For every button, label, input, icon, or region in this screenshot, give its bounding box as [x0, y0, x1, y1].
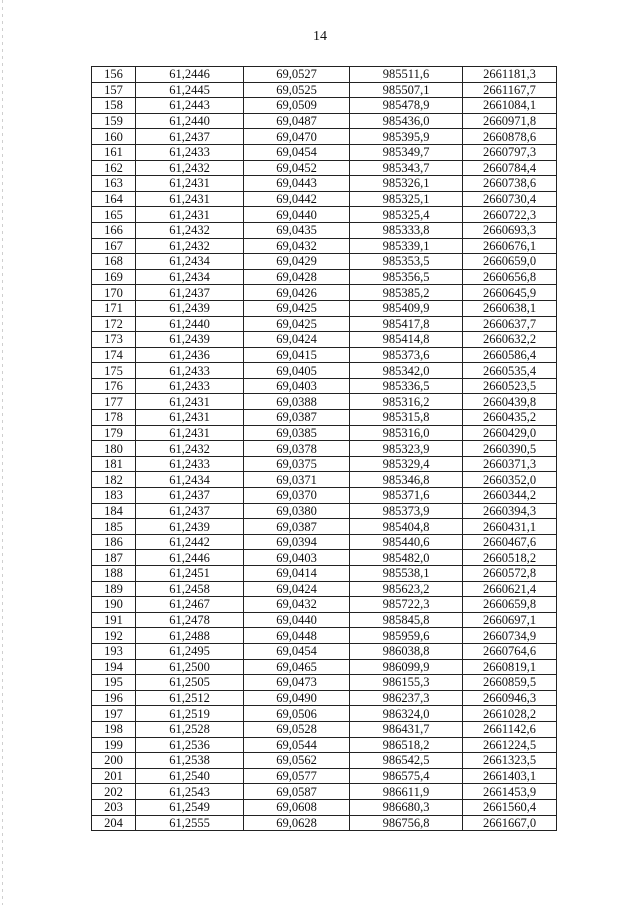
x-coordinate-cell: 986542,5	[350, 753, 463, 769]
point-number-cell: 178	[92, 410, 136, 426]
point-number-cell: 197	[92, 706, 136, 722]
latitude-cell: 61,2437	[136, 285, 244, 301]
point-number-cell: 181	[92, 456, 136, 472]
longitude-cell: 69,0509	[244, 98, 350, 114]
point-number-cell: 165	[92, 207, 136, 223]
longitude-cell: 69,0525	[244, 82, 350, 98]
y-coordinate-cell: 2660878,6	[463, 129, 557, 145]
latitude-cell: 61,2437	[136, 129, 244, 145]
y-coordinate-cell: 2661142,6	[463, 721, 557, 737]
latitude-cell: 61,2549	[136, 799, 244, 815]
y-coordinate-cell: 2660693,3	[463, 222, 557, 238]
longitude-cell: 69,0424	[244, 332, 350, 348]
latitude-cell: 61,2431	[136, 176, 244, 192]
table-row	[92, 628, 557, 644]
y-coordinate-cell: 2660722,3	[463, 207, 557, 223]
x-coordinate-cell: 985371,6	[350, 488, 463, 504]
x-coordinate-cell: 986611,9	[350, 784, 463, 800]
table-row	[92, 285, 557, 301]
y-coordinate-cell: 2660971,8	[463, 113, 557, 129]
y-coordinate-cell: 2660632,2	[463, 332, 557, 348]
table-row	[92, 160, 557, 176]
x-coordinate-cell: 985333,8	[350, 222, 463, 238]
longitude-cell: 69,0424	[244, 581, 350, 597]
point-number-cell: 158	[92, 98, 136, 114]
x-coordinate-cell: 985373,9	[350, 503, 463, 519]
latitude-cell: 61,2432	[136, 238, 244, 254]
point-number-cell: 191	[92, 612, 136, 628]
y-coordinate-cell: 2660797,3	[463, 144, 557, 160]
point-number-cell: 195	[92, 675, 136, 691]
x-coordinate-cell: 986038,8	[350, 643, 463, 659]
longitude-cell: 69,0378	[244, 441, 350, 457]
x-coordinate-cell: 986680,3	[350, 799, 463, 815]
y-coordinate-cell: 2661323,5	[463, 753, 557, 769]
table-row	[92, 566, 557, 582]
table-row	[92, 488, 557, 504]
point-number-cell: 157	[92, 82, 136, 98]
longitude-cell: 69,0414	[244, 566, 350, 582]
y-coordinate-cell: 2660429,0	[463, 425, 557, 441]
x-coordinate-cell: 985373,6	[350, 347, 463, 363]
longitude-cell: 69,0587	[244, 784, 350, 800]
longitude-cell: 69,0435	[244, 222, 350, 238]
y-coordinate-cell: 2660697,1	[463, 612, 557, 628]
table-row	[92, 67, 557, 83]
latitude-cell: 61,2433	[136, 378, 244, 394]
longitude-cell: 69,0454	[244, 643, 350, 659]
longitude-cell: 69,0425	[244, 316, 350, 332]
point-number-cell: 177	[92, 394, 136, 410]
point-number-cell: 193	[92, 643, 136, 659]
latitude-cell: 61,2431	[136, 191, 244, 207]
x-coordinate-cell: 985315,8	[350, 410, 463, 426]
latitude-cell: 61,2437	[136, 488, 244, 504]
page-number: 14	[313, 29, 327, 44]
point-number-cell: 196	[92, 690, 136, 706]
x-coordinate-cell: 985440,6	[350, 534, 463, 550]
y-coordinate-cell: 2660659,8	[463, 597, 557, 613]
latitude-cell: 61,2431	[136, 425, 244, 441]
x-coordinate-cell: 985507,1	[350, 82, 463, 98]
longitude-cell: 69,0432	[244, 597, 350, 613]
longitude-cell: 69,0487	[244, 113, 350, 129]
y-coordinate-cell: 2661403,1	[463, 768, 557, 784]
point-number-cell: 171	[92, 300, 136, 316]
latitude-cell: 61,2440	[136, 113, 244, 129]
table-row	[92, 612, 557, 628]
longitude-cell: 69,0426	[244, 285, 350, 301]
longitude-cell: 69,0443	[244, 176, 350, 192]
x-coordinate-cell: 985722,3	[350, 597, 463, 613]
longitude-cell: 69,0448	[244, 628, 350, 644]
y-coordinate-cell: 2660645,9	[463, 285, 557, 301]
point-number-cell: 176	[92, 378, 136, 394]
table-row	[92, 410, 557, 426]
x-coordinate-cell: 986155,3	[350, 675, 463, 691]
y-coordinate-cell: 2660518,2	[463, 550, 557, 566]
table-row	[92, 534, 557, 550]
longitude-cell: 69,0387	[244, 410, 350, 426]
point-number-cell: 182	[92, 472, 136, 488]
table-row	[92, 519, 557, 535]
latitude-cell: 61,2500	[136, 659, 244, 675]
x-coordinate-cell: 985353,5	[350, 254, 463, 270]
longitude-cell: 69,0387	[244, 519, 350, 535]
table-row	[92, 721, 557, 737]
point-number-cell: 172	[92, 316, 136, 332]
x-coordinate-cell: 986575,4	[350, 768, 463, 784]
longitude-cell: 69,0432	[244, 238, 350, 254]
point-number-cell: 185	[92, 519, 136, 535]
latitude-cell: 61,2431	[136, 207, 244, 223]
table-row	[92, 675, 557, 691]
page-edge-shadow	[2, 0, 3, 905]
latitude-cell: 61,2434	[136, 269, 244, 285]
longitude-cell: 69,0562	[244, 753, 350, 769]
latitude-cell: 61,2536	[136, 737, 244, 753]
table-row	[92, 332, 557, 348]
point-number-cell: 203	[92, 799, 136, 815]
longitude-cell: 69,0440	[244, 207, 350, 223]
point-number-cell: 200	[92, 753, 136, 769]
x-coordinate-cell: 985349,7	[350, 144, 463, 160]
x-coordinate-cell: 985325,1	[350, 191, 463, 207]
x-coordinate-cell: 985845,8	[350, 612, 463, 628]
point-number-cell: 175	[92, 363, 136, 379]
x-coordinate-cell: 985959,6	[350, 628, 463, 644]
x-coordinate-cell: 985342,0	[350, 363, 463, 379]
table-row	[92, 690, 557, 706]
table-row	[92, 222, 557, 238]
x-coordinate-cell: 985482,0	[350, 550, 463, 566]
latitude-cell: 61,2432	[136, 160, 244, 176]
latitude-cell: 61,2555	[136, 815, 244, 831]
latitude-cell: 61,2538	[136, 753, 244, 769]
table-row	[92, 737, 557, 753]
point-number-cell: 164	[92, 191, 136, 207]
x-coordinate-cell: 986324,0	[350, 706, 463, 722]
longitude-cell: 69,0490	[244, 690, 350, 706]
y-coordinate-cell: 2661181,3	[463, 67, 557, 83]
latitude-cell: 61,2433	[136, 144, 244, 160]
y-coordinate-cell: 2661667,0	[463, 815, 557, 831]
table-row	[92, 347, 557, 363]
longitude-cell: 69,0429	[244, 254, 350, 270]
coordinates-table	[91, 66, 557, 831]
latitude-cell: 61,2505	[136, 675, 244, 691]
y-coordinate-cell: 2660656,8	[463, 269, 557, 285]
table-row	[92, 581, 557, 597]
latitude-cell: 61,2446	[136, 67, 244, 83]
y-coordinate-cell: 2661167,7	[463, 82, 557, 98]
latitude-cell: 61,2431	[136, 410, 244, 426]
longitude-cell: 69,0544	[244, 737, 350, 753]
point-number-cell: 179	[92, 425, 136, 441]
y-coordinate-cell: 2660586,4	[463, 347, 557, 363]
table-row	[92, 363, 557, 379]
table-row	[92, 503, 557, 519]
x-coordinate-cell: 986431,7	[350, 721, 463, 737]
x-coordinate-cell: 985346,8	[350, 472, 463, 488]
point-number-cell: 190	[92, 597, 136, 613]
x-coordinate-cell: 985329,4	[350, 456, 463, 472]
longitude-cell: 69,0608	[244, 799, 350, 815]
table-row	[92, 597, 557, 613]
y-coordinate-cell: 2660467,6	[463, 534, 557, 550]
latitude-cell: 61,2540	[136, 768, 244, 784]
table-row	[92, 799, 557, 815]
longitude-cell: 69,0403	[244, 378, 350, 394]
point-number-cell: 189	[92, 581, 136, 597]
table-row	[92, 456, 557, 472]
table-row	[92, 238, 557, 254]
table-row	[92, 207, 557, 223]
y-coordinate-cell: 2660435,2	[463, 410, 557, 426]
table-row	[92, 768, 557, 784]
longitude-cell: 69,0394	[244, 534, 350, 550]
table-row	[92, 784, 557, 800]
table-row	[92, 643, 557, 659]
latitude-cell: 61,2437	[136, 503, 244, 519]
y-coordinate-cell: 2660535,4	[463, 363, 557, 379]
coordinates-table-body	[92, 67, 557, 831]
x-coordinate-cell: 985385,2	[350, 285, 463, 301]
x-coordinate-cell: 985325,4	[350, 207, 463, 223]
point-number-cell: 166	[92, 222, 136, 238]
table-row	[92, 316, 557, 332]
x-coordinate-cell: 985316,0	[350, 425, 463, 441]
y-coordinate-cell: 2660621,4	[463, 581, 557, 597]
x-coordinate-cell: 985417,8	[350, 316, 463, 332]
longitude-cell: 69,0506	[244, 706, 350, 722]
y-coordinate-cell: 2660431,1	[463, 519, 557, 535]
table-row	[92, 82, 557, 98]
point-number-cell: 186	[92, 534, 136, 550]
table-row	[92, 550, 557, 566]
y-coordinate-cell: 2660859,5	[463, 675, 557, 691]
longitude-cell: 69,0380	[244, 503, 350, 519]
latitude-cell: 61,2519	[136, 706, 244, 722]
y-coordinate-cell: 2660638,1	[463, 300, 557, 316]
longitude-cell: 69,0465	[244, 659, 350, 675]
x-coordinate-cell: 985343,7	[350, 160, 463, 176]
table-row	[92, 394, 557, 410]
table-row	[92, 113, 557, 129]
longitude-cell: 69,0415	[244, 347, 350, 363]
x-coordinate-cell: 985339,1	[350, 238, 463, 254]
table-row	[92, 191, 557, 207]
point-number-cell: 168	[92, 254, 136, 270]
table-row	[92, 815, 557, 831]
y-coordinate-cell: 2660730,4	[463, 191, 557, 207]
point-number-cell: 162	[92, 160, 136, 176]
y-coordinate-cell: 2660344,2	[463, 488, 557, 504]
point-number-cell: 160	[92, 129, 136, 145]
longitude-cell: 69,0452	[244, 160, 350, 176]
latitude-cell: 61,2433	[136, 363, 244, 379]
y-coordinate-cell: 2660676,1	[463, 238, 557, 254]
point-number-cell: 170	[92, 285, 136, 301]
y-coordinate-cell: 2660946,3	[463, 690, 557, 706]
y-coordinate-cell: 2660784,4	[463, 160, 557, 176]
point-number-cell: 187	[92, 550, 136, 566]
y-coordinate-cell: 2660390,5	[463, 441, 557, 457]
y-coordinate-cell: 2660819,1	[463, 659, 557, 675]
x-coordinate-cell: 985409,9	[350, 300, 463, 316]
point-number-cell: 183	[92, 488, 136, 504]
table-row	[92, 753, 557, 769]
x-coordinate-cell: 985395,9	[350, 129, 463, 145]
latitude-cell: 61,2512	[136, 690, 244, 706]
x-coordinate-cell: 986518,2	[350, 737, 463, 753]
longitude-cell: 69,0370	[244, 488, 350, 504]
table-row	[92, 129, 557, 145]
longitude-cell: 69,0403	[244, 550, 350, 566]
table-row	[92, 472, 557, 488]
latitude-cell: 61,2488	[136, 628, 244, 644]
x-coordinate-cell: 985436,0	[350, 113, 463, 129]
latitude-cell: 61,2446	[136, 550, 244, 566]
latitude-cell: 61,2528	[136, 721, 244, 737]
point-number-cell: 204	[92, 815, 136, 831]
longitude-cell: 69,0425	[244, 300, 350, 316]
x-coordinate-cell: 985623,2	[350, 581, 463, 597]
longitude-cell: 69,0375	[244, 456, 350, 472]
table-row	[92, 254, 557, 270]
point-number-cell: 156	[92, 67, 136, 83]
x-coordinate-cell: 985336,5	[350, 378, 463, 394]
latitude-cell: 61,2432	[136, 441, 244, 457]
latitude-cell: 61,2495	[136, 643, 244, 659]
x-coordinate-cell: 985404,8	[350, 519, 463, 535]
latitude-cell: 61,2478	[136, 612, 244, 628]
x-coordinate-cell: 985323,9	[350, 441, 463, 457]
point-number-cell: 188	[92, 566, 136, 582]
latitude-cell: 61,2433	[136, 456, 244, 472]
longitude-cell: 69,0371	[244, 472, 350, 488]
longitude-cell: 69,0385	[244, 425, 350, 441]
latitude-cell: 61,2442	[136, 534, 244, 550]
longitude-cell: 69,0442	[244, 191, 350, 207]
point-number-cell: 169	[92, 269, 136, 285]
table-row	[92, 441, 557, 457]
longitude-cell: 69,0428	[244, 269, 350, 285]
latitude-cell: 61,2443	[136, 98, 244, 114]
table-row	[92, 378, 557, 394]
y-coordinate-cell: 2661028,2	[463, 706, 557, 722]
latitude-cell: 61,2439	[136, 519, 244, 535]
latitude-cell: 61,2439	[136, 300, 244, 316]
x-coordinate-cell: 985414,8	[350, 332, 463, 348]
table-row	[92, 98, 557, 114]
longitude-cell: 69,0388	[244, 394, 350, 410]
longitude-cell: 69,0405	[244, 363, 350, 379]
y-coordinate-cell: 2660371,3	[463, 456, 557, 472]
latitude-cell: 61,2451	[136, 566, 244, 582]
y-coordinate-cell: 2660659,0	[463, 254, 557, 270]
y-coordinate-cell: 2660764,6	[463, 643, 557, 659]
point-number-cell: 163	[92, 176, 136, 192]
table-row	[92, 144, 557, 160]
y-coordinate-cell: 2660637,7	[463, 316, 557, 332]
latitude-cell: 61,2434	[136, 254, 244, 270]
table-row	[92, 176, 557, 192]
longitude-cell: 69,0473	[244, 675, 350, 691]
y-coordinate-cell: 2660439,8	[463, 394, 557, 410]
longitude-cell: 69,0577	[244, 768, 350, 784]
y-coordinate-cell: 2661560,4	[463, 799, 557, 815]
latitude-cell: 61,2434	[136, 472, 244, 488]
point-number-cell: 202	[92, 784, 136, 800]
point-number-cell: 159	[92, 113, 136, 129]
point-number-cell: 194	[92, 659, 136, 675]
y-coordinate-cell: 2661224,5	[463, 737, 557, 753]
table-row	[92, 659, 557, 675]
latitude-cell: 61,2467	[136, 597, 244, 613]
y-coordinate-cell: 2660352,0	[463, 472, 557, 488]
latitude-cell: 61,2543	[136, 784, 244, 800]
y-coordinate-cell: 2660523,5	[463, 378, 557, 394]
x-coordinate-cell: 985356,5	[350, 269, 463, 285]
y-coordinate-cell: 2660572,8	[463, 566, 557, 582]
x-coordinate-cell: 985326,1	[350, 176, 463, 192]
table-row	[92, 706, 557, 722]
latitude-cell: 61,2432	[136, 222, 244, 238]
table-row	[92, 269, 557, 285]
point-number-cell: 199	[92, 737, 136, 753]
y-coordinate-cell: 2660394,3	[463, 503, 557, 519]
latitude-cell: 61,2458	[136, 581, 244, 597]
latitude-cell: 61,2439	[136, 332, 244, 348]
x-coordinate-cell: 985478,9	[350, 98, 463, 114]
table-row	[92, 425, 557, 441]
latitude-cell: 61,2440	[136, 316, 244, 332]
point-number-cell: 201	[92, 768, 136, 784]
longitude-cell: 69,0527	[244, 67, 350, 83]
table-row	[92, 300, 557, 316]
y-coordinate-cell: 2661084,1	[463, 98, 557, 114]
x-coordinate-cell: 986756,8	[350, 815, 463, 831]
longitude-cell: 69,0470	[244, 129, 350, 145]
point-number-cell: 161	[92, 144, 136, 160]
y-coordinate-cell: 2661453,9	[463, 784, 557, 800]
latitude-cell: 61,2431	[136, 394, 244, 410]
longitude-cell: 69,0440	[244, 612, 350, 628]
longitude-cell: 69,0528	[244, 721, 350, 737]
point-number-cell: 174	[92, 347, 136, 363]
point-number-cell: 198	[92, 721, 136, 737]
point-number-cell: 173	[92, 332, 136, 348]
x-coordinate-cell: 985538,1	[350, 566, 463, 582]
x-coordinate-cell: 985511,6	[350, 67, 463, 83]
latitude-cell: 61,2445	[136, 82, 244, 98]
x-coordinate-cell: 986237,3	[350, 690, 463, 706]
point-number-cell: 184	[92, 503, 136, 519]
point-number-cell: 167	[92, 238, 136, 254]
latitude-cell: 61,2436	[136, 347, 244, 363]
point-number-cell: 180	[92, 441, 136, 457]
longitude-cell: 69,0454	[244, 144, 350, 160]
y-coordinate-cell: 2660738,6	[463, 176, 557, 192]
x-coordinate-cell: 986099,9	[350, 659, 463, 675]
y-coordinate-cell: 2660734,9	[463, 628, 557, 644]
longitude-cell: 69,0628	[244, 815, 350, 831]
point-number-cell: 192	[92, 628, 136, 644]
x-coordinate-cell: 985316,2	[350, 394, 463, 410]
